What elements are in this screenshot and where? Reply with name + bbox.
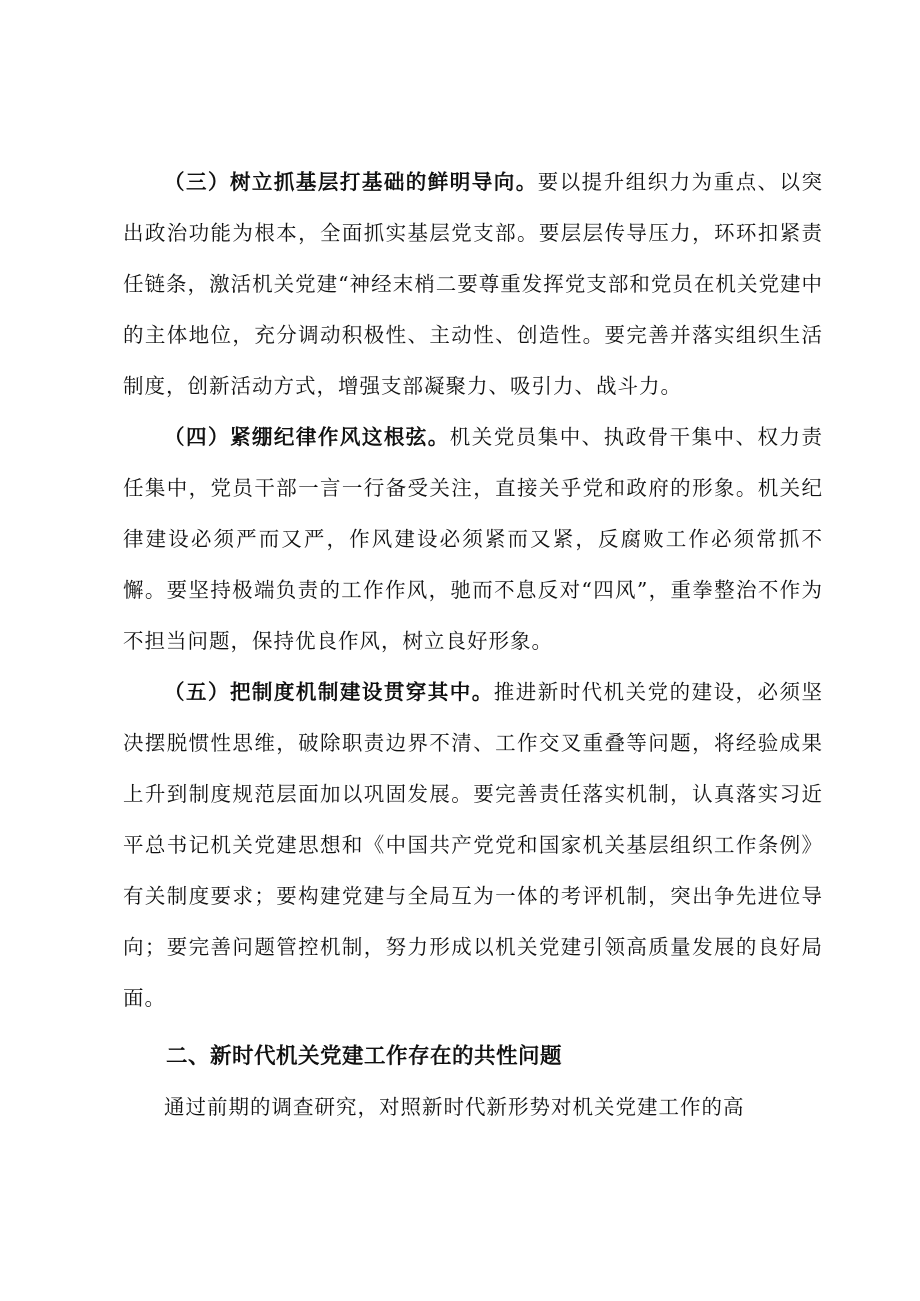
paragraph-3 — [123, 157, 823, 412]
paragraph-5-heading: （五）把制度机制建设贯穿其中。 — [164, 680, 494, 704]
paragraph-3-heading: （三）树立抓基层打基础的鲜明导向。 — [164, 170, 538, 194]
paragraph-3-body: 要以提升组织力为重点、以突出政治功能为根本，全面抓实基层党支部。要层层传导压力，环环扣紧责任链条，激活机关党建“神经末梢二要尊重发挥党支部和党员在机关党建中的主体地位，充分调动积极性、主动性、创造性。要完善并落实组织生活制度，创新活动方式，增强支部凝聚力、吸引力、战斗力。 — [123, 170, 824, 398]
paragraph-4-heading: （四）紧绷纪律作风这根弦。 — [164, 425, 450, 449]
closing-paragraph: 通过前期的调查研究，对照新时代新形势对机关党建工作的高 — [164, 1095, 745, 1119]
paragraph-5-body: 推进新时代机关党的建设，必须坚决摆脱惯性思维，破除职责边界不清、工作交叉重叠等问题，将经验成果上升到制度规范层面加以巩固发展。要完善责任落实机制，认真落实习近平总书记机关党建思想和《中国共产党党和国家机关基层组织工作条例》有关制度要求；要构建党建与全局互为一体的考评机制，突出争先进位导向；要完善问题管控机制，努力形成以机关党建引领高质量发展的良好局面。 — [123, 680, 824, 1010]
paragraph-4-body: 机关党员集中、执政骨干集中、权力责任集中，党员干部一言一行备受关注，直接关乎党和政府的形象。机关纪律建设必须严而又严，作风建设必须紧而又紧，反腐败工作必须常抓不懈。要坚持极端负责的工作作风，驰而不息反对“四风”，重拳整治不作为不担当问题，保持优良作风，树立良好形象。 — [123, 425, 824, 653]
section-title: 二、新时代机关党建工作存在的共性问题 — [166, 1044, 563, 1069]
document-body — [123, 157, 823, 1133]
paragraph-4 — [123, 412, 823, 667]
paragraph-5 — [123, 667, 823, 1024]
